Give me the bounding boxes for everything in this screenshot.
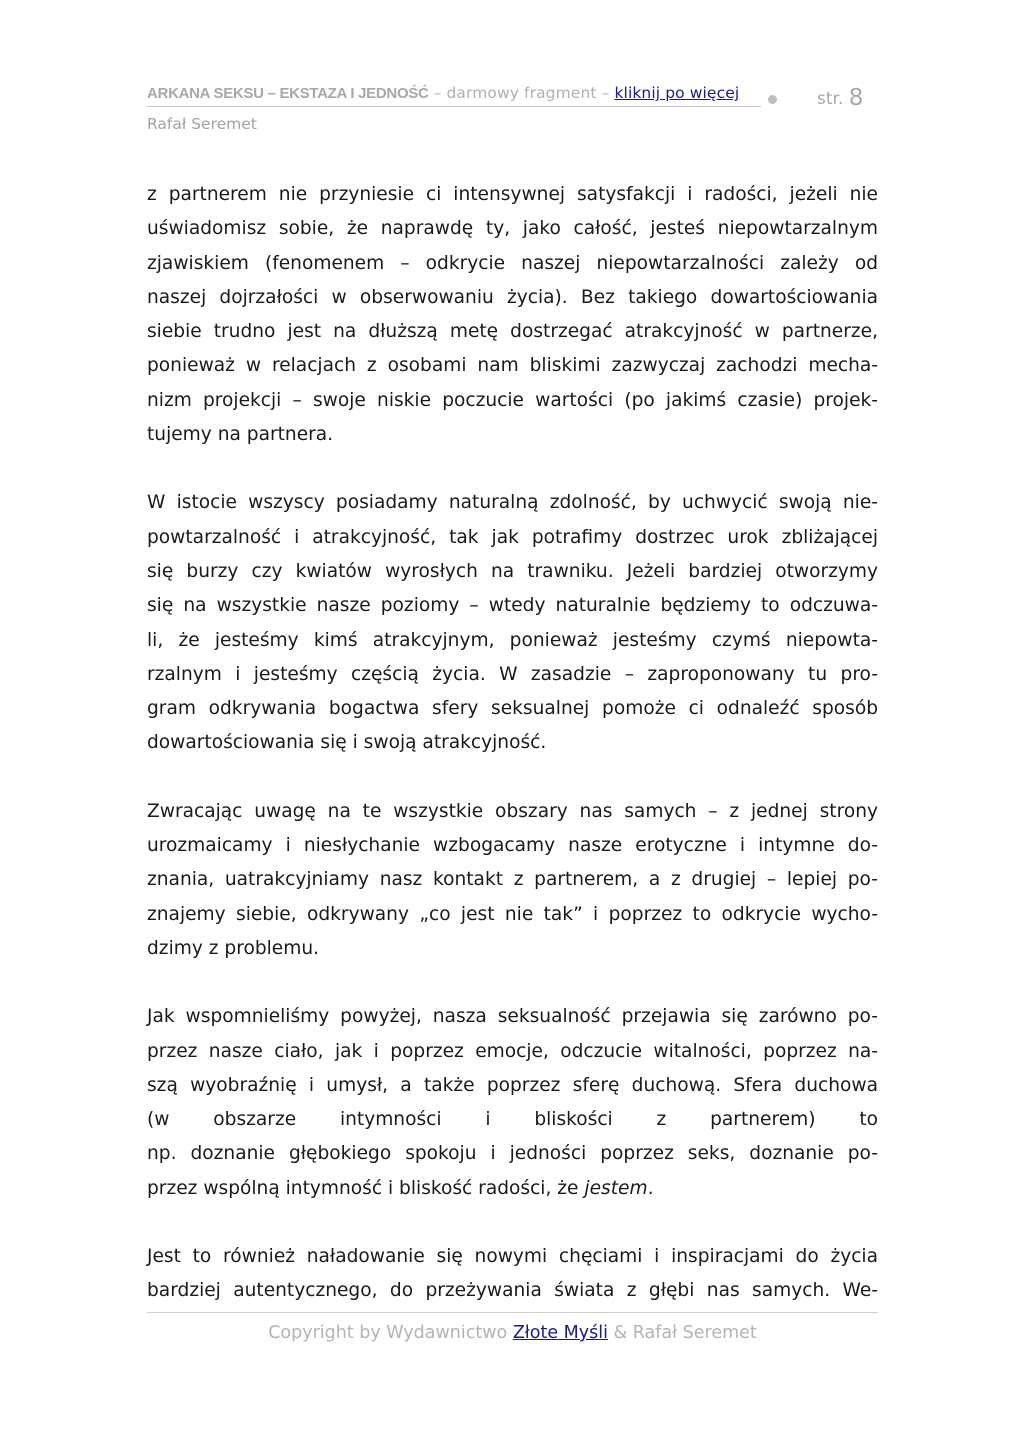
text-line: Jest to również naładowanie się nowymi chęciami i inspiracjami do życia xyxy=(147,1246,878,1268)
text-line: powtarzalność i atrakcyjność, tak jak potrafimy dostrzec urok zbliżającej xyxy=(147,526,878,548)
text-line: naszej dojrzałości w obserwowaniu życia). Bez takiego dowartościowania xyxy=(147,286,878,308)
text-line: siebie trudno jest na dłuższą metę dostrzegać atrakcyjność w partnerze, xyxy=(147,321,878,343)
footer-author: & Rafał Seremet xyxy=(607,1323,757,1343)
text-line: szą wyobraźnię i umysł, a także poprzez sferę duchową. Sfera duchowa xyxy=(147,1074,878,1096)
text-line: znania, uatrakcyjniamy nasz kontakt z partnerem, a z drugiej – lepiej po- xyxy=(147,869,878,891)
header-separator: – darmowy fragment – xyxy=(428,84,615,102)
document-body xyxy=(147,178,878,1343)
text-line: np. doznanie głębokiego spokoju i jedności poprzez seks, doznanie po- xyxy=(147,1143,878,1165)
text-line: ponieważ w relacjach z osobami nam bliskimi zazwyczaj zachodzi mecha- xyxy=(147,355,878,377)
footer-copyright: Copyright by Wydawnictwo xyxy=(268,1323,513,1343)
paragraph-1 xyxy=(147,178,878,452)
text-line: W istocie wszyscy posiadamy naturalną zdolność, by uchwycić swoją nie- xyxy=(147,492,878,514)
text-line: się burzy czy kwiatów wyrosłych na trawniku. Jeżeli bardziej otworzymy xyxy=(147,560,878,582)
paragraph-5 xyxy=(147,1240,878,1309)
text-line: bardziej autentycznego, do przeżywania świata z głębi nas samych. We- xyxy=(147,1280,878,1302)
paragraph-4 xyxy=(147,1000,878,1206)
text-line: rzalnym i jesteśmy częścią życia. W zasadzie – zaproponowany tu pro- xyxy=(147,663,878,685)
text-line: znajemy siebie, odkrywany „co jest nie tak” i poprzez to odkrycie wycho- xyxy=(147,903,878,925)
text-line: dzimy z problemu. xyxy=(147,937,320,959)
more-link[interactable]: kliknij po więcej xyxy=(614,84,740,102)
text-line: gram odkrywania bogactwa sfery seksualnej pomoże ci odnaleźć sposób xyxy=(147,698,878,720)
header-title-line xyxy=(147,84,739,102)
page-header xyxy=(147,82,877,142)
page-footer xyxy=(147,1323,878,1343)
text-line: Zwracając uwagę na te wszystkie obszary nas samych – z jednej strony xyxy=(147,800,878,822)
text-line: tujemy na partnera. xyxy=(147,424,334,446)
header-dot-icon xyxy=(768,95,777,104)
text-line: Jak wspomnieliśmy powyżej, nasza seksualność przejawia się zarówno po- xyxy=(147,1006,878,1028)
text-line: się na wszystkie nasze poziomy – wtedy naturalnie będziemy to odczuwa- xyxy=(147,595,878,617)
text-line: przez nasze ciało, jak i poprzez emocje, odczucie witalności, poprzez na- xyxy=(147,1040,878,1062)
page-number-value: 8 xyxy=(848,85,864,111)
text-segment: przez wspólną intymność i bliskość radości, że xyxy=(147,1177,585,1199)
paragraph-2 xyxy=(147,486,878,760)
page-number xyxy=(817,84,863,110)
text-line: li, że jesteśmy kimś atrakcyjnym, ponieważ jesteśmy czymś niepowta- xyxy=(147,629,878,651)
emphasis-text: jestem xyxy=(584,1177,648,1199)
paragraph-3 xyxy=(147,795,878,966)
header-rule xyxy=(147,106,761,107)
book-title: ARKANA SEKSU – EKSTAZA I JEDNOŚĆ xyxy=(147,85,429,102)
header-author: Rafał Seremet xyxy=(147,115,257,133)
text-line: dowartościowania się i swoją atrakcyjność. xyxy=(147,732,547,754)
text-line xyxy=(147,1172,878,1206)
text-line: nizm projekcji – swoje niskie poczucie wartości (po jakimś czasie) projek- xyxy=(147,389,878,411)
text-line: z partnerem nie przyniesie ci intensywnej satysfakcji i radości, jeżeli nie xyxy=(147,184,878,205)
text-line: uświadomisz sobie, że naprawdę ty, jako całość, jesteś niepowtarzalnym xyxy=(147,218,878,240)
text-line: zjawiskiem (fenomenem – odkrycie naszej niepowtarzalności zależy od xyxy=(147,252,878,274)
text-line: (w obszarze intymności i bliskości z partnerem) to xyxy=(147,1109,878,1131)
text-segment: . xyxy=(647,1177,654,1199)
page-label: str. xyxy=(817,89,844,109)
footer-rule xyxy=(147,1312,878,1313)
text-line: urozmaicamy i niesłychanie wzbogacamy nasze erotyczne i intymne do- xyxy=(147,835,878,857)
publisher-link[interactable]: Złote Myśli xyxy=(512,1323,608,1343)
